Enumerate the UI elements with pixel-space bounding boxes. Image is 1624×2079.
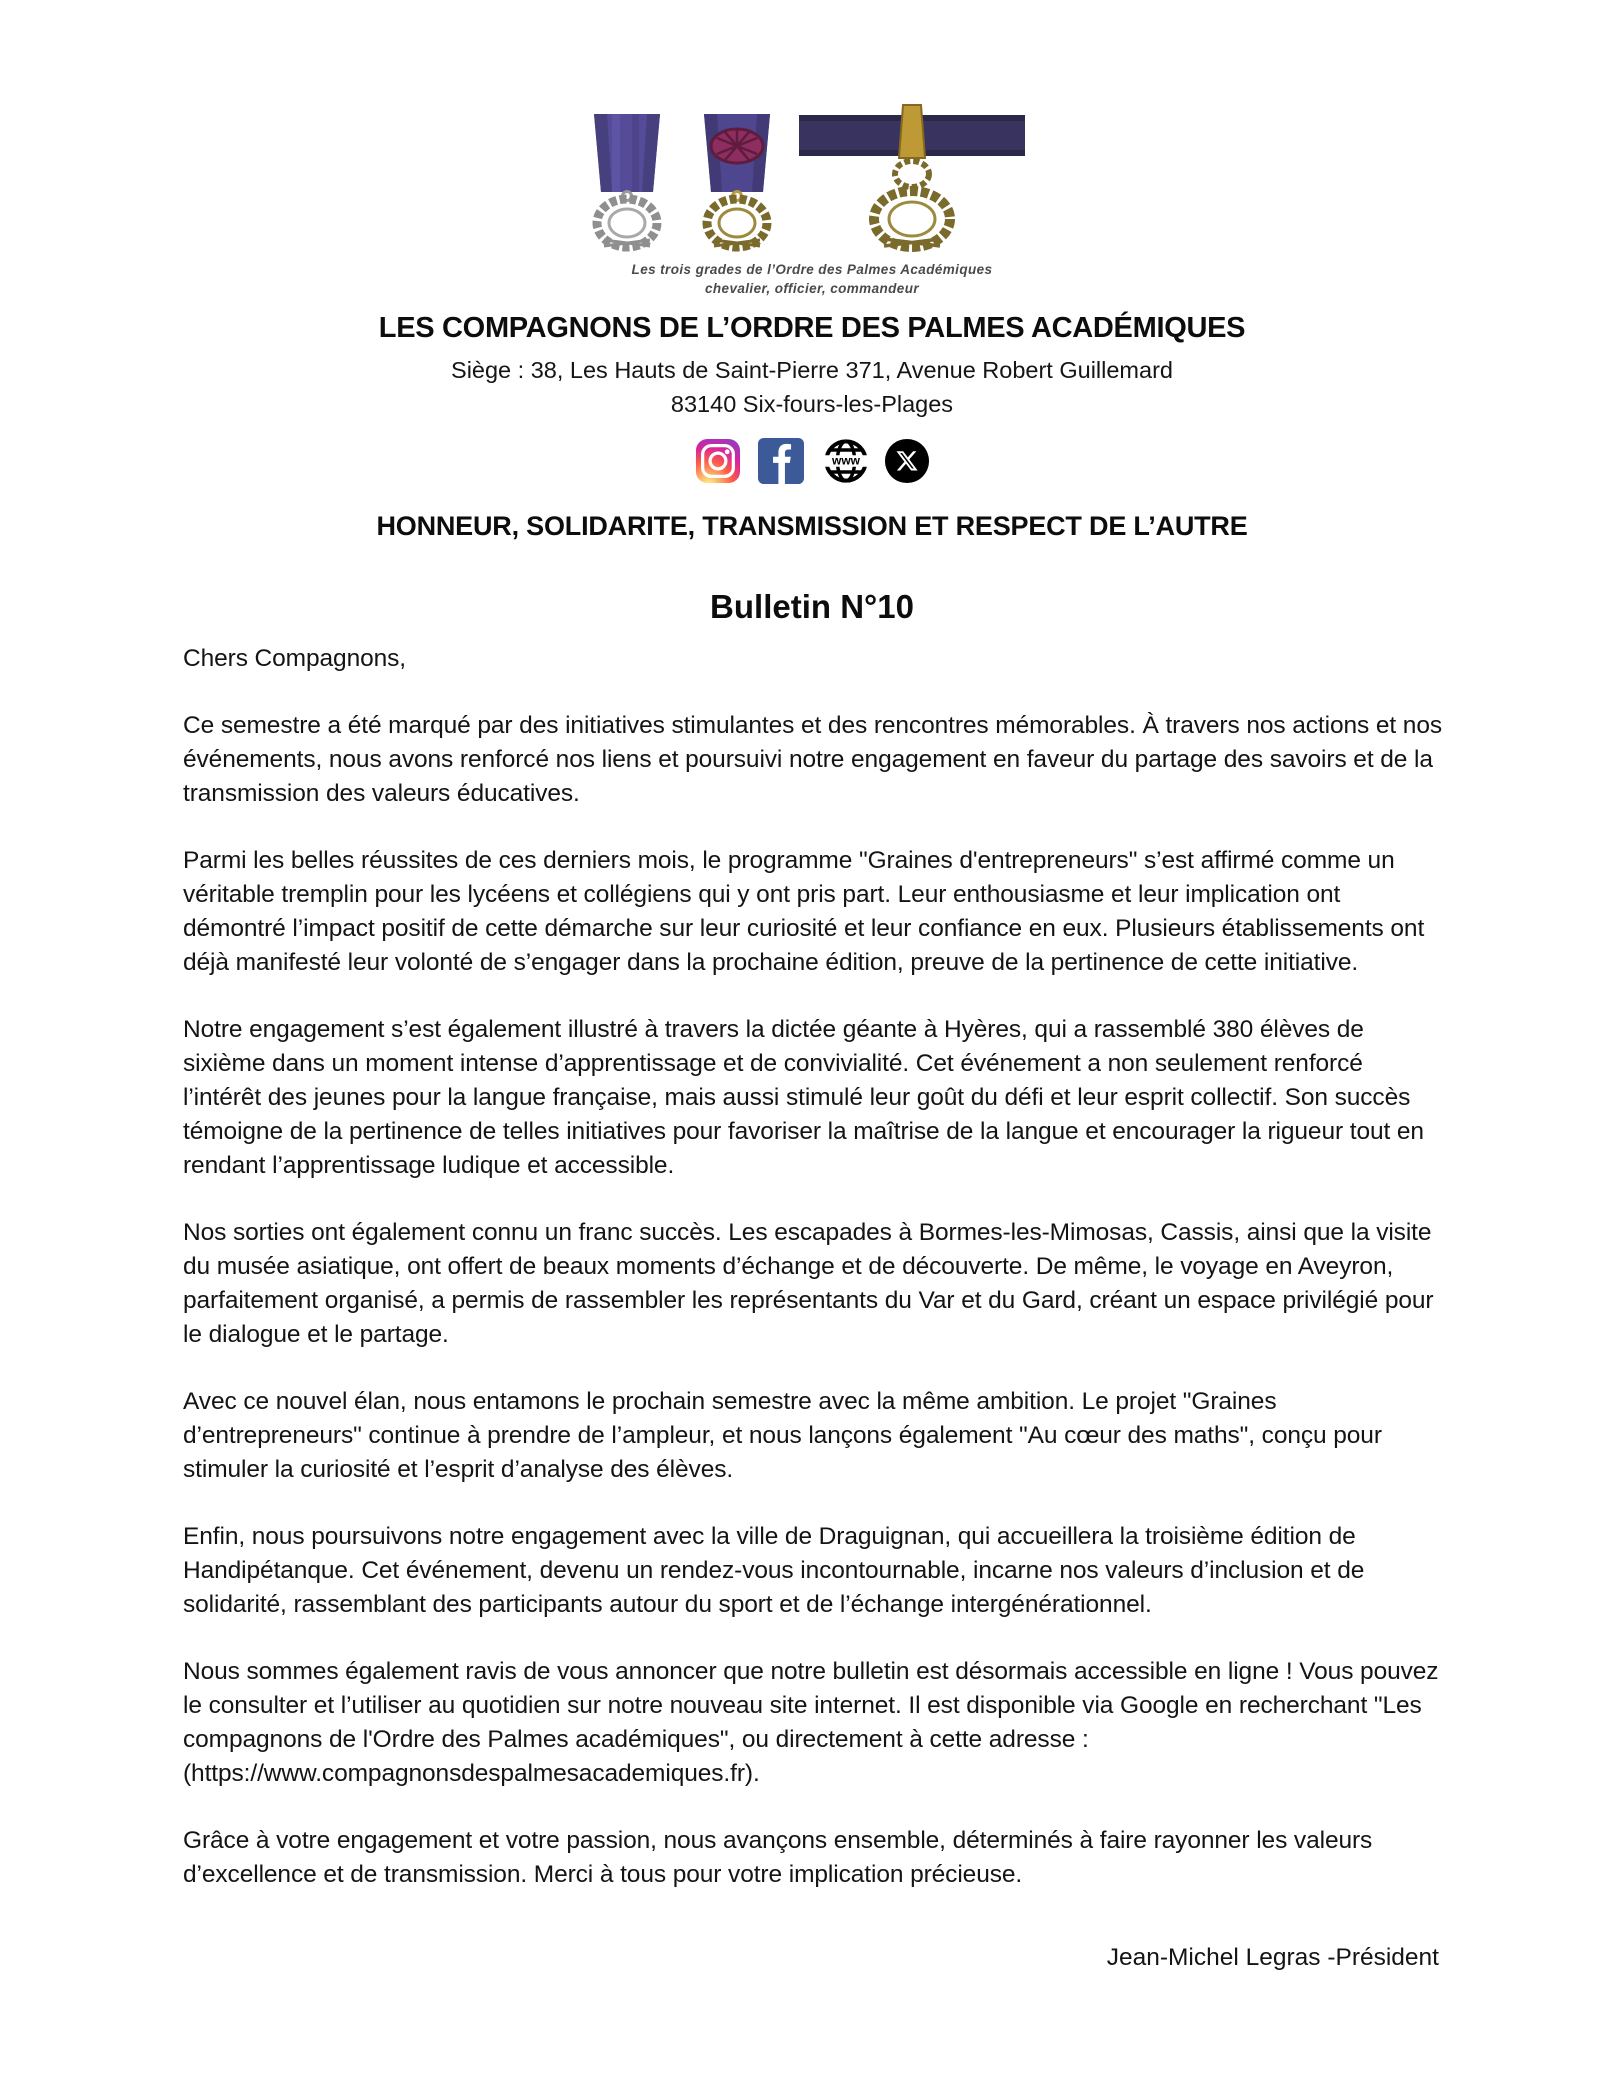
org-title: LES COMPAGNONS DE L’ORDRE DES PALMES ACADÉMIQUES — [378, 312, 1246, 344]
address-line1: Siège : 38, Les Hauts de Saint-Pierre 371, Avenue Robert Guillemard — [451, 357, 1173, 383]
medals-caption-line2: chevalier, officier, commandeur — [705, 281, 919, 296]
facebook-icon[interactable] — [758, 438, 804, 484]
bulletin-title: Bulletin N°10 — [710, 588, 914, 625]
signature: Jean-Michel Legras -Président — [1106, 1944, 1439, 1971]
website-icon[interactable] — [821, 438, 867, 484]
medals-image — [0, 100, 1624, 298]
medals-caption — [0, 260, 1624, 298]
letter-paragraph: Grâce à votre engagement et votre passion, nous avançons ensemble, déterminés à faire rayonner les valeurs d’excellence et de transmission. Merci à tous pour votre implication précieuse. — [183, 1827, 1373, 1888]
letter-paragraph: Nos sorties ont également connu un franc succès. Les escapades à Bormes-les-Mimosas, Cassis, ainsi que la visite du musée asiatique, ont offert de beaux moments d’échange et de découverte. De même, le voyage en Aveyron, parfaitement organisé, a permis de rassembler les représentants du Var et du Gard, créant un espace privilégié pour le dialogue et le partage. — [183, 1219, 1434, 1348]
letter-paragraph: Ce semestre a été marqué par des initiatives stimulantes et des rencontres mémorables. À travers nos actions et nos événements, nous avons renforcé nos liens et poursuivi notre engagement en faveur du partage des savoirs et de la transmission des valeurs éducatives. — [183, 712, 1443, 807]
letter-paragraph: Enfin, nous poursuivons notre engagement avec la ville de Draguignan, qui accueillera la troisième édition de Handipétanque. Cet événement, devenu un rendez-vous incontournable, incarne nos valeurs d’inclusion et de solidarité, rassemblant des participants autour du sport et de l’échange intergénérationnel. — [183, 1523, 1365, 1618]
medal-commandeur — [799, 105, 1025, 247]
letter-paragraph: Nous sommes également ravis de vous annoncer que notre bulletin est désormais accessible en ligne ! Vous pouvez le consulter et l’utiliser au quotidien sur notre nouveau site internet. Il est disponible via Google en recherchant "Les compagnons de l'Ordre des Palmes académiques", ou directement à cette adresse : (https://www.compagnonsdespalmesacademiques.fr). — [183, 1658, 1439, 1787]
medals-illustration — [562, 100, 1062, 252]
medal-chevalier — [594, 114, 660, 247]
letter-header — [0, 0, 1624, 626]
medal-officier — [704, 114, 770, 247]
address-line2: 83140 Six-fours-les-Plages — [670, 391, 954, 417]
website-icon-label: www — [831, 453, 860, 468]
motto: HONNEUR, SOLIDARITE, TRANSMISSION ET RESPECT DE L’AUTRE — [376, 511, 1248, 541]
letter-paragraph: Parmi les belles réussites de ces derniers mois, le programme "Graines d'entrepreneurs" s’est affirmé comme un véritable tremplin pour les lycéens et collégiens qui y ont pris part. Leur enthousiasme et leur implication ont démontré l’impact positif de cette démarche sur leur curiosité et leur confiance en eux. Plusieurs établissements ont déjà manifesté leur volonté de s’engager dans la prochaine édition, preuve de la pertinence de cette initiative. — [183, 847, 1425, 976]
x-icon[interactable] — [884, 438, 930, 484]
letter-body — [0, 626, 1624, 1972]
letter-paragraph: Notre engagement s’est également illustré à travers la dictée géante à Hyères, qui a rassemblé 380 élèves de sixième dans un moment intense d’apprentissage et de convivialité. Cet événement a non seulement renforcé l’intérêt des jeunes pour la langue française, mais aussi stimulé leur goût du défi et leur esprit collectif. Son succès témoigne de la pertinence de telles initiatives pour favoriser la maîtrise de la langue et encourager la rigueur tout en rendant l’apprentissage ludique et accessible. — [183, 1016, 1424, 1179]
greeting: Chers Compagnons, — [183, 645, 406, 672]
instagram-icon[interactable] — [695, 438, 741, 484]
social-icons-row — [0, 437, 1624, 485]
org-address — [0, 353, 1624, 421]
letter-paragraph: Avec ce nouvel élan, nous entamons le prochain semestre avec la même ambition. Le projet "Graines d’entrepreneurs" continue à prendre de l’ampleur, et nous lançons également "Au cœur des maths", conçu pour stimuler la curiosité et l’esprit d’analyse des élèves. — [183, 1388, 1382, 1483]
medals-caption-line1: Les trois grades de l’Ordre des Palmes Académiques — [631, 262, 993, 277]
